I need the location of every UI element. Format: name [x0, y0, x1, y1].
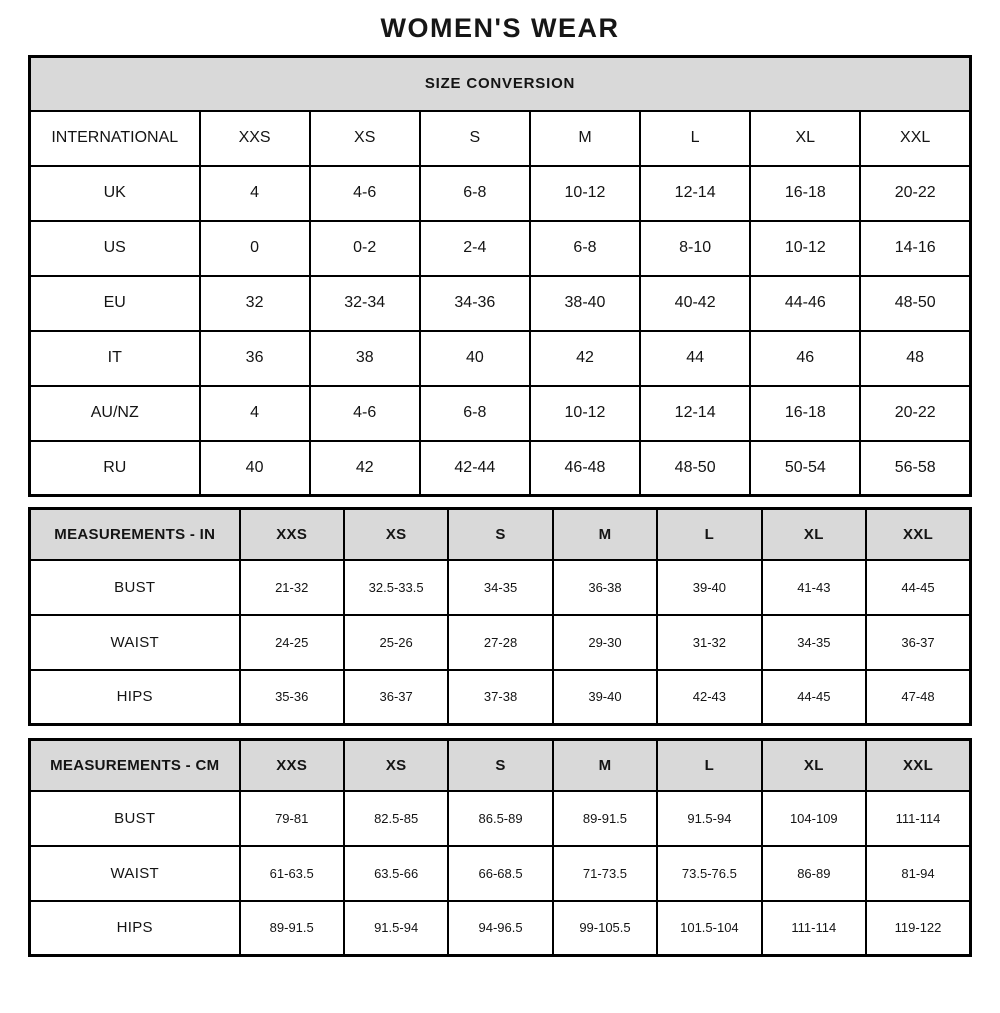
measurements-in-value-cell: 36-37 [866, 615, 970, 670]
measurements-cm-row-label: HIPS [30, 901, 240, 956]
size-conversion-value-cell: 12-14 [640, 386, 750, 441]
measurements-in-value-cell: 47-48 [866, 670, 970, 725]
size-conversion-value-cell: 20-22 [860, 166, 970, 221]
measurements-in-row-label: HIPS [30, 670, 240, 725]
size-column-header-m: M [553, 740, 657, 791]
size-conversion-value-cell: 34-36 [420, 276, 530, 331]
size-column-header-xxl: XXL [866, 509, 970, 560]
size-conversion-columns-row [30, 111, 971, 166]
measurements-cm-value-cell: 91.5-94 [657, 791, 761, 846]
measurements-cm-value-cell: 81-94 [866, 846, 970, 901]
measurements-cm-row [30, 901, 971, 956]
size-column-header-xxs: XXS [240, 509, 344, 560]
measurements-in-value-cell: 35-36 [240, 670, 344, 725]
measurements-in-table [28, 507, 972, 726]
size-conversion-row-label: RU [30, 441, 200, 496]
size-column-header-s: S [420, 111, 530, 166]
measurements-cm-value-cell: 82.5-85 [344, 791, 448, 846]
measurements-cm-value-cell: 86.5-89 [448, 791, 552, 846]
measurements-cm-value-cell: 86-89 [762, 846, 866, 901]
size-conversion-title-row [30, 57, 971, 111]
measurements-in-value-cell: 42-43 [657, 670, 761, 725]
measurements-cm-value-cell: 61-63.5 [240, 846, 344, 901]
size-conversion-value-cell: 6-8 [420, 386, 530, 441]
size-conversion-value-cell: 44 [640, 331, 750, 386]
size-conversion-value-cell: 6-8 [420, 166, 530, 221]
size-conversion-value-cell: 12-14 [640, 166, 750, 221]
size-conversion-value-cell: 48-50 [640, 441, 750, 496]
size-conversion-value-cell: 50-54 [750, 441, 860, 496]
measurements-in-value-cell: 39-40 [553, 670, 657, 725]
size-conversion-row [30, 166, 971, 221]
measurements-in-row [30, 615, 971, 670]
measurements-in-value-cell: 41-43 [762, 560, 866, 615]
size-conversion-row-label: EU [30, 276, 200, 331]
measurements-in-value-cell: 29-30 [553, 615, 657, 670]
size-column-header-m: M [553, 509, 657, 560]
measurements-cm-header-row [30, 740, 971, 791]
size-chart-page [28, 13, 972, 957]
measurements-cm-value-cell: 91.5-94 [344, 901, 448, 956]
size-conversion-value-cell: 38 [310, 331, 420, 386]
size-conversion-row [30, 276, 971, 331]
measurements-cm-row-label: BUST [30, 791, 240, 846]
size-conversion-value-cell: 32 [200, 276, 310, 331]
size-conversion-value-cell: 16-18 [750, 166, 860, 221]
size-conversion-row [30, 331, 971, 386]
international-column-header: INTERNATIONAL [30, 111, 200, 166]
size-conversion-value-cell: 44-46 [750, 276, 860, 331]
measurements-cm-row [30, 846, 971, 901]
measurements-cm-value-cell: 89-91.5 [553, 791, 657, 846]
size-conversion-value-cell: 48-50 [860, 276, 970, 331]
size-column-header-xl: XL [762, 740, 866, 791]
size-conversion-row [30, 441, 971, 496]
size-conversion-value-cell: 4-6 [310, 166, 420, 221]
measurements-cm-value-cell: 99-105.5 [553, 901, 657, 956]
measurements-cm-value-cell: 63.5-66 [344, 846, 448, 901]
measurements-in-value-cell: 21-32 [240, 560, 344, 615]
size-conversion-value-cell: 6-8 [530, 221, 640, 276]
size-conversion-value-cell: 32-34 [310, 276, 420, 331]
size-column-header-xs: XS [344, 509, 448, 560]
size-conversion-value-cell: 46 [750, 331, 860, 386]
size-conversion-header: SIZE CONVERSION [30, 57, 971, 111]
measurements-in-value-cell: 36-37 [344, 670, 448, 725]
size-conversion-value-cell: 0-2 [310, 221, 420, 276]
measurements-in-value-cell: 24-25 [240, 615, 344, 670]
size-conversion-value-cell: 2-4 [420, 221, 530, 276]
size-conversion-value-cell: 38-40 [530, 276, 640, 331]
measurements-in-header-row [30, 509, 971, 560]
size-conversion-value-cell: 4 [200, 386, 310, 441]
measurements-cm-value-cell: 101.5-104 [657, 901, 761, 956]
size-conversion-row-label: AU/NZ [30, 386, 200, 441]
measurements-in-value-cell: 25-26 [344, 615, 448, 670]
measurements-in-row-label: BUST [30, 560, 240, 615]
size-column-header-l: L [657, 509, 761, 560]
size-conversion-value-cell: 8-10 [640, 221, 750, 276]
size-column-header-xxl: XXL [866, 740, 970, 791]
size-conversion-row [30, 221, 971, 276]
measurements-in-value-cell: 37-38 [448, 670, 552, 725]
measurements-in-value-cell: 34-35 [762, 615, 866, 670]
measurements-cm-value-cell: 66-68.5 [448, 846, 552, 901]
page-title: WOMEN'S WEAR [380, 13, 620, 43]
measurements-in-header: MEASUREMENTS - IN [30, 509, 240, 560]
measurements-cm-value-cell: 111-114 [762, 901, 866, 956]
measurements-cm-value-cell: 89-91.5 [240, 901, 344, 956]
size-conversion-row [30, 386, 971, 441]
size-conversion-value-cell: 36 [200, 331, 310, 386]
size-conversion-value-cell: 42 [530, 331, 640, 386]
size-conversion-row-label: UK [30, 166, 200, 221]
size-conversion-value-cell: 0 [200, 221, 310, 276]
measurements-in-value-cell: 27-28 [448, 615, 552, 670]
size-conversion-value-cell: 10-12 [530, 386, 640, 441]
size-column-header-xs: XS [344, 740, 448, 791]
size-column-header-xl: XL [762, 509, 866, 560]
size-conversion-row-label: US [30, 221, 200, 276]
measurements-in-row [30, 560, 971, 615]
measurements-in-value-cell: 44-45 [866, 560, 970, 615]
measurements-in-value-cell: 44-45 [762, 670, 866, 725]
size-conversion-value-cell: 10-12 [750, 221, 860, 276]
measurements-cm-value-cell: 71-73.5 [553, 846, 657, 901]
measurements-cm-value-cell: 119-122 [866, 901, 970, 956]
measurements-cm-value-cell: 73.5-76.5 [657, 846, 761, 901]
size-conversion-value-cell: 16-18 [750, 386, 860, 441]
size-column-header-l: L [640, 111, 750, 166]
measurements-cm-value-cell: 79-81 [240, 791, 344, 846]
measurements-cm-value-cell: 104-109 [762, 791, 866, 846]
size-conversion-value-cell: 4 [200, 166, 310, 221]
measurements-in-row-label: WAIST [30, 615, 240, 670]
measurements-in-row [30, 670, 971, 725]
size-conversion-value-cell: 42-44 [420, 441, 530, 496]
size-conversion-value-cell: 42 [310, 441, 420, 496]
size-column-header-s: S [448, 509, 552, 560]
measurements-in-value-cell: 32.5-33.5 [344, 560, 448, 615]
size-column-header-l: L [657, 740, 761, 791]
measurements-cm-value-cell: 94-96.5 [448, 901, 552, 956]
size-column-header-m: M [530, 111, 640, 166]
size-conversion-value-cell: 40 [420, 331, 530, 386]
size-column-header-s: S [448, 740, 552, 791]
measurements-cm-row-label: WAIST [30, 846, 240, 901]
size-column-header-xxs: XXS [200, 111, 310, 166]
size-conversion-value-cell: 46-48 [530, 441, 640, 496]
size-conversion-value-cell: 4-6 [310, 386, 420, 441]
size-conversion-value-cell: 10-12 [530, 166, 640, 221]
size-column-header-xxl: XXL [860, 111, 970, 166]
size-conversion-value-cell: 48 [860, 331, 970, 386]
measurements-cm-row [30, 791, 971, 846]
size-column-header-xs: XS [310, 111, 420, 166]
size-conversion-value-cell: 40-42 [640, 276, 750, 331]
size-conversion-value-cell: 20-22 [860, 386, 970, 441]
measurements-in-value-cell: 34-35 [448, 560, 552, 615]
size-column-header-xl: XL [750, 111, 860, 166]
size-conversion-value-cell: 14-16 [860, 221, 970, 276]
size-column-header-xxs: XXS [240, 740, 344, 791]
measurements-cm-header: MEASUREMENTS - CM [30, 740, 240, 791]
size-conversion-row-label: IT [30, 331, 200, 386]
measurements-in-value-cell: 31-32 [657, 615, 761, 670]
measurements-in-value-cell: 36-38 [553, 560, 657, 615]
measurements-in-value-cell: 39-40 [657, 560, 761, 615]
measurements-cm-table [28, 738, 972, 957]
size-conversion-table [28, 55, 972, 497]
size-conversion-value-cell: 56-58 [860, 441, 970, 496]
measurements-cm-value-cell: 111-114 [866, 791, 970, 846]
size-conversion-value-cell: 40 [200, 441, 310, 496]
